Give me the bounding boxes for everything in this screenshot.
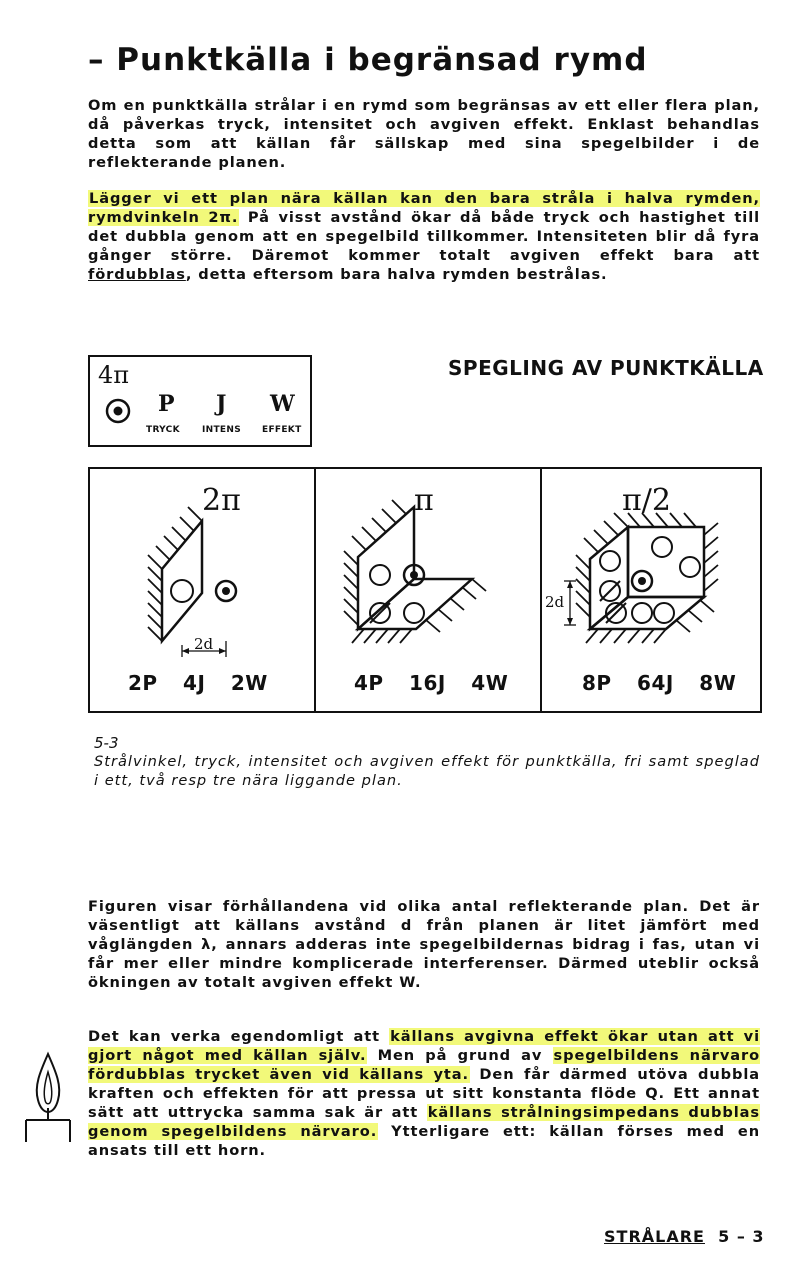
legend-symbol-j: J — [216, 391, 227, 417]
footer-page-number: 5 – 3 — [718, 1227, 765, 1246]
figure-panels — [88, 467, 762, 713]
legend-caption-effekt: EFFEKT — [262, 425, 302, 435]
panel-values: 8P 64J 8W — [582, 671, 737, 695]
figure-number: 5-3 — [94, 734, 119, 752]
highlight-effect: källans avgivna effekt ökar utan att vi gjort något med källan själv. — [88, 1028, 760, 1064]
highlight-pressure: spegelbildens närvaro fördubblas trycket även vid källans yta. — [88, 1047, 760, 1083]
panel-values: 2P 4J 2W — [128, 671, 268, 695]
underline-fordubblas: fördubblas — [88, 266, 186, 283]
highlight-plane: Lägger vi ett plan nära källan kan den bara stråla i halva rymden, rymdvinkeln 2π. — [88, 190, 760, 226]
text-impedance-2: Men på grund av — [367, 1047, 553, 1064]
figure-heading: SPEGLING AV PUNKTKÄLLA — [448, 356, 764, 380]
panel-angle: π/2 — [622, 483, 671, 518]
panel-pi-half — [542, 469, 760, 711]
panel-angle: 2π — [202, 483, 241, 518]
distance-label: 2d — [545, 593, 565, 611]
page-footer — [604, 1227, 765, 1246]
paragraph-impedance — [88, 1027, 760, 1160]
text-plane: På visst avstånd ökar då både tryck och hastighet till det dubbla genom att en spegelbild tillkommer. Intensiteten blir då fyra gånger större. Däremot kommer totalt avgiven effekt bara att — [88, 209, 760, 264]
panel-values: 4P 16J 4W — [354, 671, 509, 695]
legend-symbol-p: P — [158, 391, 175, 417]
highlight-impedance: källans strålningsimpedans dubblas genom spegelbildens närvaro. — [88, 1104, 760, 1140]
paragraph-plane — [88, 189, 760, 284]
text-impedance-1: Det kan verka egendomligt att — [88, 1028, 390, 1045]
candle-icon — [22, 1050, 74, 1146]
text-impedance-3: Den får därmed utöva dubbla kraften och effekten för att pressa ut sitt konstanta flöde Q. Ett annat sätt att uttrycka samma sak är att — [88, 1066, 760, 1121]
paragraph-figure-explained: Figuren visar förhållandena vid olika antal reflekterande plan. Det är väsentligt att källans avstånd d från planen är litet jämfört med våglängden λ, annars adderas inte spegelbildernas bidrag i fas, utan vi får mer eller mindre komplicerade interferenser. Därmed uteblir också ökningen av totalt avgiven effekt W. — [88, 898, 760, 991]
page-title: – Punktkälla i begränsad rymd — [88, 42, 648, 78]
footer-chapter: STRÅLARE — [604, 1227, 705, 1246]
figure-caption: Strålvinkel, tryck, intensitet och avgiven effekt för punktkälla, fri samt speglad i ett, två resp tre nära liggande plan. — [94, 753, 760, 789]
legend-box — [88, 355, 312, 447]
text-plane-end: , detta eftersom bara halva rymden bestrålas. — [185, 266, 608, 283]
source-icon — [104, 397, 132, 425]
legend-caption-tryck: TRYCK — [146, 425, 180, 435]
panel-pi — [316, 469, 540, 711]
panel-angle: π — [414, 483, 434, 518]
text-impedance-4: Ytterligare ett: källan förses med en ansats till ett horn. — [88, 1123, 760, 1159]
legend-solid-angle: 4π — [98, 361, 130, 389]
legend-caption-intens: INTENS — [202, 425, 241, 435]
legend-symbol-w: W — [270, 391, 295, 417]
panel-2pi — [90, 469, 314, 711]
paragraph-intro: Om en punktkälla strålar i en rymd som begränsas av ett eller flera plan, då påverkas tryck, intensitet och avgiven effekt. Enklast behandlas detta som att källan får sällskap med sina spegelbilder i de reflekterande planen. — [88, 97, 760, 171]
distance-label: 2d — [194, 635, 214, 653]
